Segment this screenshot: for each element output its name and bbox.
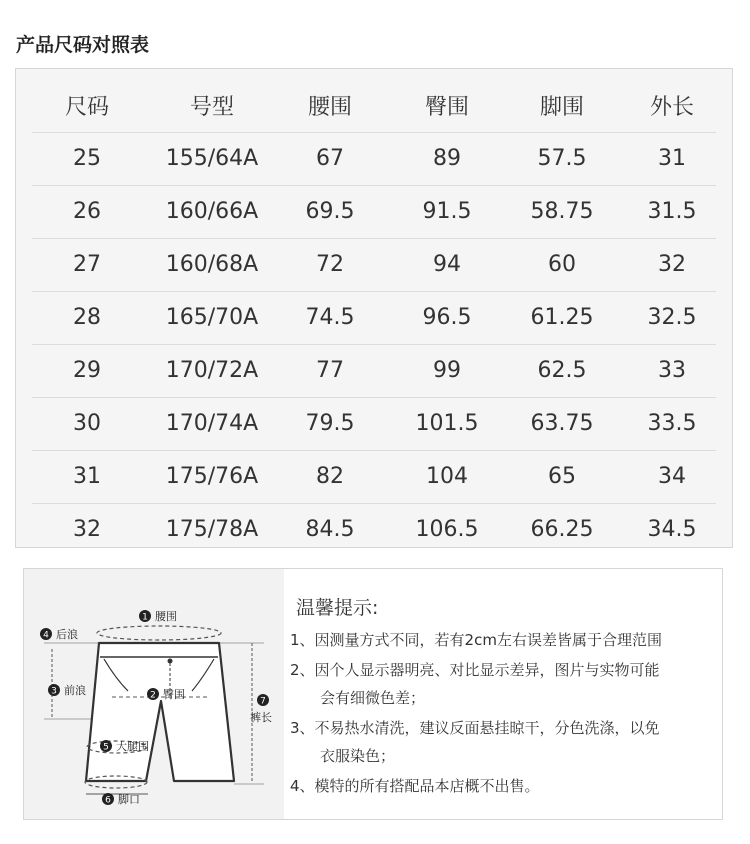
cell-waist: 69.5 — [305, 199, 355, 224]
label-hip: 臀围 — [163, 688, 185, 701]
cell-hem: 58.75 — [530, 199, 594, 224]
cell-model: 175/78A — [165, 517, 259, 542]
badge-7-number: 7 — [260, 696, 266, 707]
cell-hip: 104 — [426, 464, 468, 489]
label-front-rise: 前浪 — [64, 684, 86, 697]
cell-waist: 72 — [316, 252, 344, 277]
cell-hip: 106.5 — [415, 517, 479, 542]
table-row — [32, 503, 716, 556]
cell-length: 33.5 — [647, 411, 697, 436]
cell-length: 32 — [658, 252, 686, 277]
cell-size: 32 — [73, 517, 101, 542]
cell-waist: 74.5 — [305, 305, 355, 330]
cell-hem: 60 — [548, 252, 576, 277]
badge-2-number: 2 — [150, 690, 156, 701]
waist-dashed-ellipse — [97, 626, 221, 640]
table-row — [32, 238, 716, 292]
cell-model: 170/74A — [165, 411, 259, 436]
table-row — [32, 450, 716, 504]
cell-hip: 89 — [433, 146, 461, 171]
cell-length: 31 — [658, 146, 686, 171]
badge-6-number: 6 — [105, 795, 111, 806]
cell-waist: 79.5 — [305, 411, 355, 436]
badge-5-number: 5 — [103, 742, 109, 753]
cell-length: 34 — [658, 464, 686, 489]
cell-length: 34.5 — [647, 517, 697, 542]
cell-length: 31.5 — [647, 199, 697, 224]
cell-size: 28 — [73, 305, 101, 330]
tip-item-2-cont: 会有细微色差； — [320, 689, 426, 707]
tips-title: 温馨提示: — [296, 597, 379, 619]
cell-size: 30 — [73, 411, 101, 436]
tip-item-3-cont: 衣服染色； — [320, 747, 396, 765]
cell-hip: 96.5 — [422, 305, 472, 330]
badge-1-number: 1 — [142, 612, 148, 623]
table-row — [32, 132, 716, 186]
header-size: 尺码 — [64, 95, 109, 120]
cell-model: 165/70A — [165, 305, 259, 330]
cell-hem: 62.5 — [537, 358, 587, 383]
cell-size: 29 — [73, 358, 101, 383]
header-length: 外长 — [649, 95, 694, 120]
tip-item-1: 1、因测量方式不同，若有2cm左右误差皆属于合理范围 — [290, 631, 662, 649]
cell-model: 160/66A — [165, 199, 259, 224]
cell-size: 27 — [73, 252, 101, 277]
tips-panel — [23, 568, 723, 820]
label-back-rise: 后浪 — [56, 628, 78, 641]
cell-hip: 101.5 — [415, 411, 479, 436]
cell-waist: 77 — [316, 358, 344, 383]
cell-waist: 82 — [316, 464, 344, 489]
label-hem: 脚口 — [118, 793, 140, 806]
label-thigh: 大腿围 — [116, 740, 149, 753]
cell-hem: 57.5 — [537, 146, 587, 171]
cell-model: 175/76A — [165, 464, 259, 489]
cell-size: 25 — [73, 146, 101, 171]
header-hip: 臀围 — [424, 95, 469, 120]
cell-length: 32.5 — [647, 305, 697, 330]
header-model: 号型 — [189, 95, 234, 120]
cell-model: 170/72A — [165, 358, 259, 383]
header-waist: 腰围 — [307, 95, 352, 120]
cell-hem: 66.25 — [530, 517, 594, 542]
table-row — [32, 344, 716, 398]
cell-hip: 99 — [433, 358, 461, 383]
table-row — [32, 185, 716, 239]
tip-item-4: 4、模特的所有搭配品本店概不出售。 — [290, 777, 540, 795]
header-hem: 脚围 — [539, 95, 584, 120]
size-chart-table — [15, 68, 733, 548]
cell-size: 31 — [73, 464, 101, 489]
tip-item-3: 3、不易热水清洗，建议反面悬挂晾干，分色洗涤，以免 — [290, 719, 660, 737]
cell-waist: 67 — [316, 146, 344, 171]
page-title: 产品尺码对照表 — [16, 34, 150, 56]
label-waist: 腰围 — [155, 610, 177, 623]
cell-model: 155/64A — [165, 146, 259, 171]
shorts-diagram-svg — [24, 569, 284, 819]
cell-hip: 94 — [433, 252, 461, 277]
cell-model: 160/68A — [165, 252, 259, 277]
cell-length: 33 — [658, 358, 686, 383]
table-row — [32, 291, 716, 345]
cell-hem: 65 — [548, 464, 576, 489]
badge-3-number: 3 — [51, 686, 57, 697]
cell-hem: 61.25 — [530, 305, 594, 330]
label-outseam: 裤长 — [250, 711, 272, 724]
table-header-row — [32, 79, 716, 133]
tip-item-2: 2、因个人显示器明亮、对比显示差异，图片与实物可能 — [290, 661, 660, 679]
cell-hem: 63.75 — [530, 411, 594, 436]
cell-waist: 84.5 — [305, 517, 355, 542]
cell-size: 26 — [73, 199, 101, 224]
cell-hip: 91.5 — [422, 199, 472, 224]
button-icon — [168, 659, 173, 664]
shorts-measurement-diagram — [24, 569, 284, 819]
badge-4-number: 4 — [43, 630, 49, 641]
table-row — [32, 397, 716, 451]
